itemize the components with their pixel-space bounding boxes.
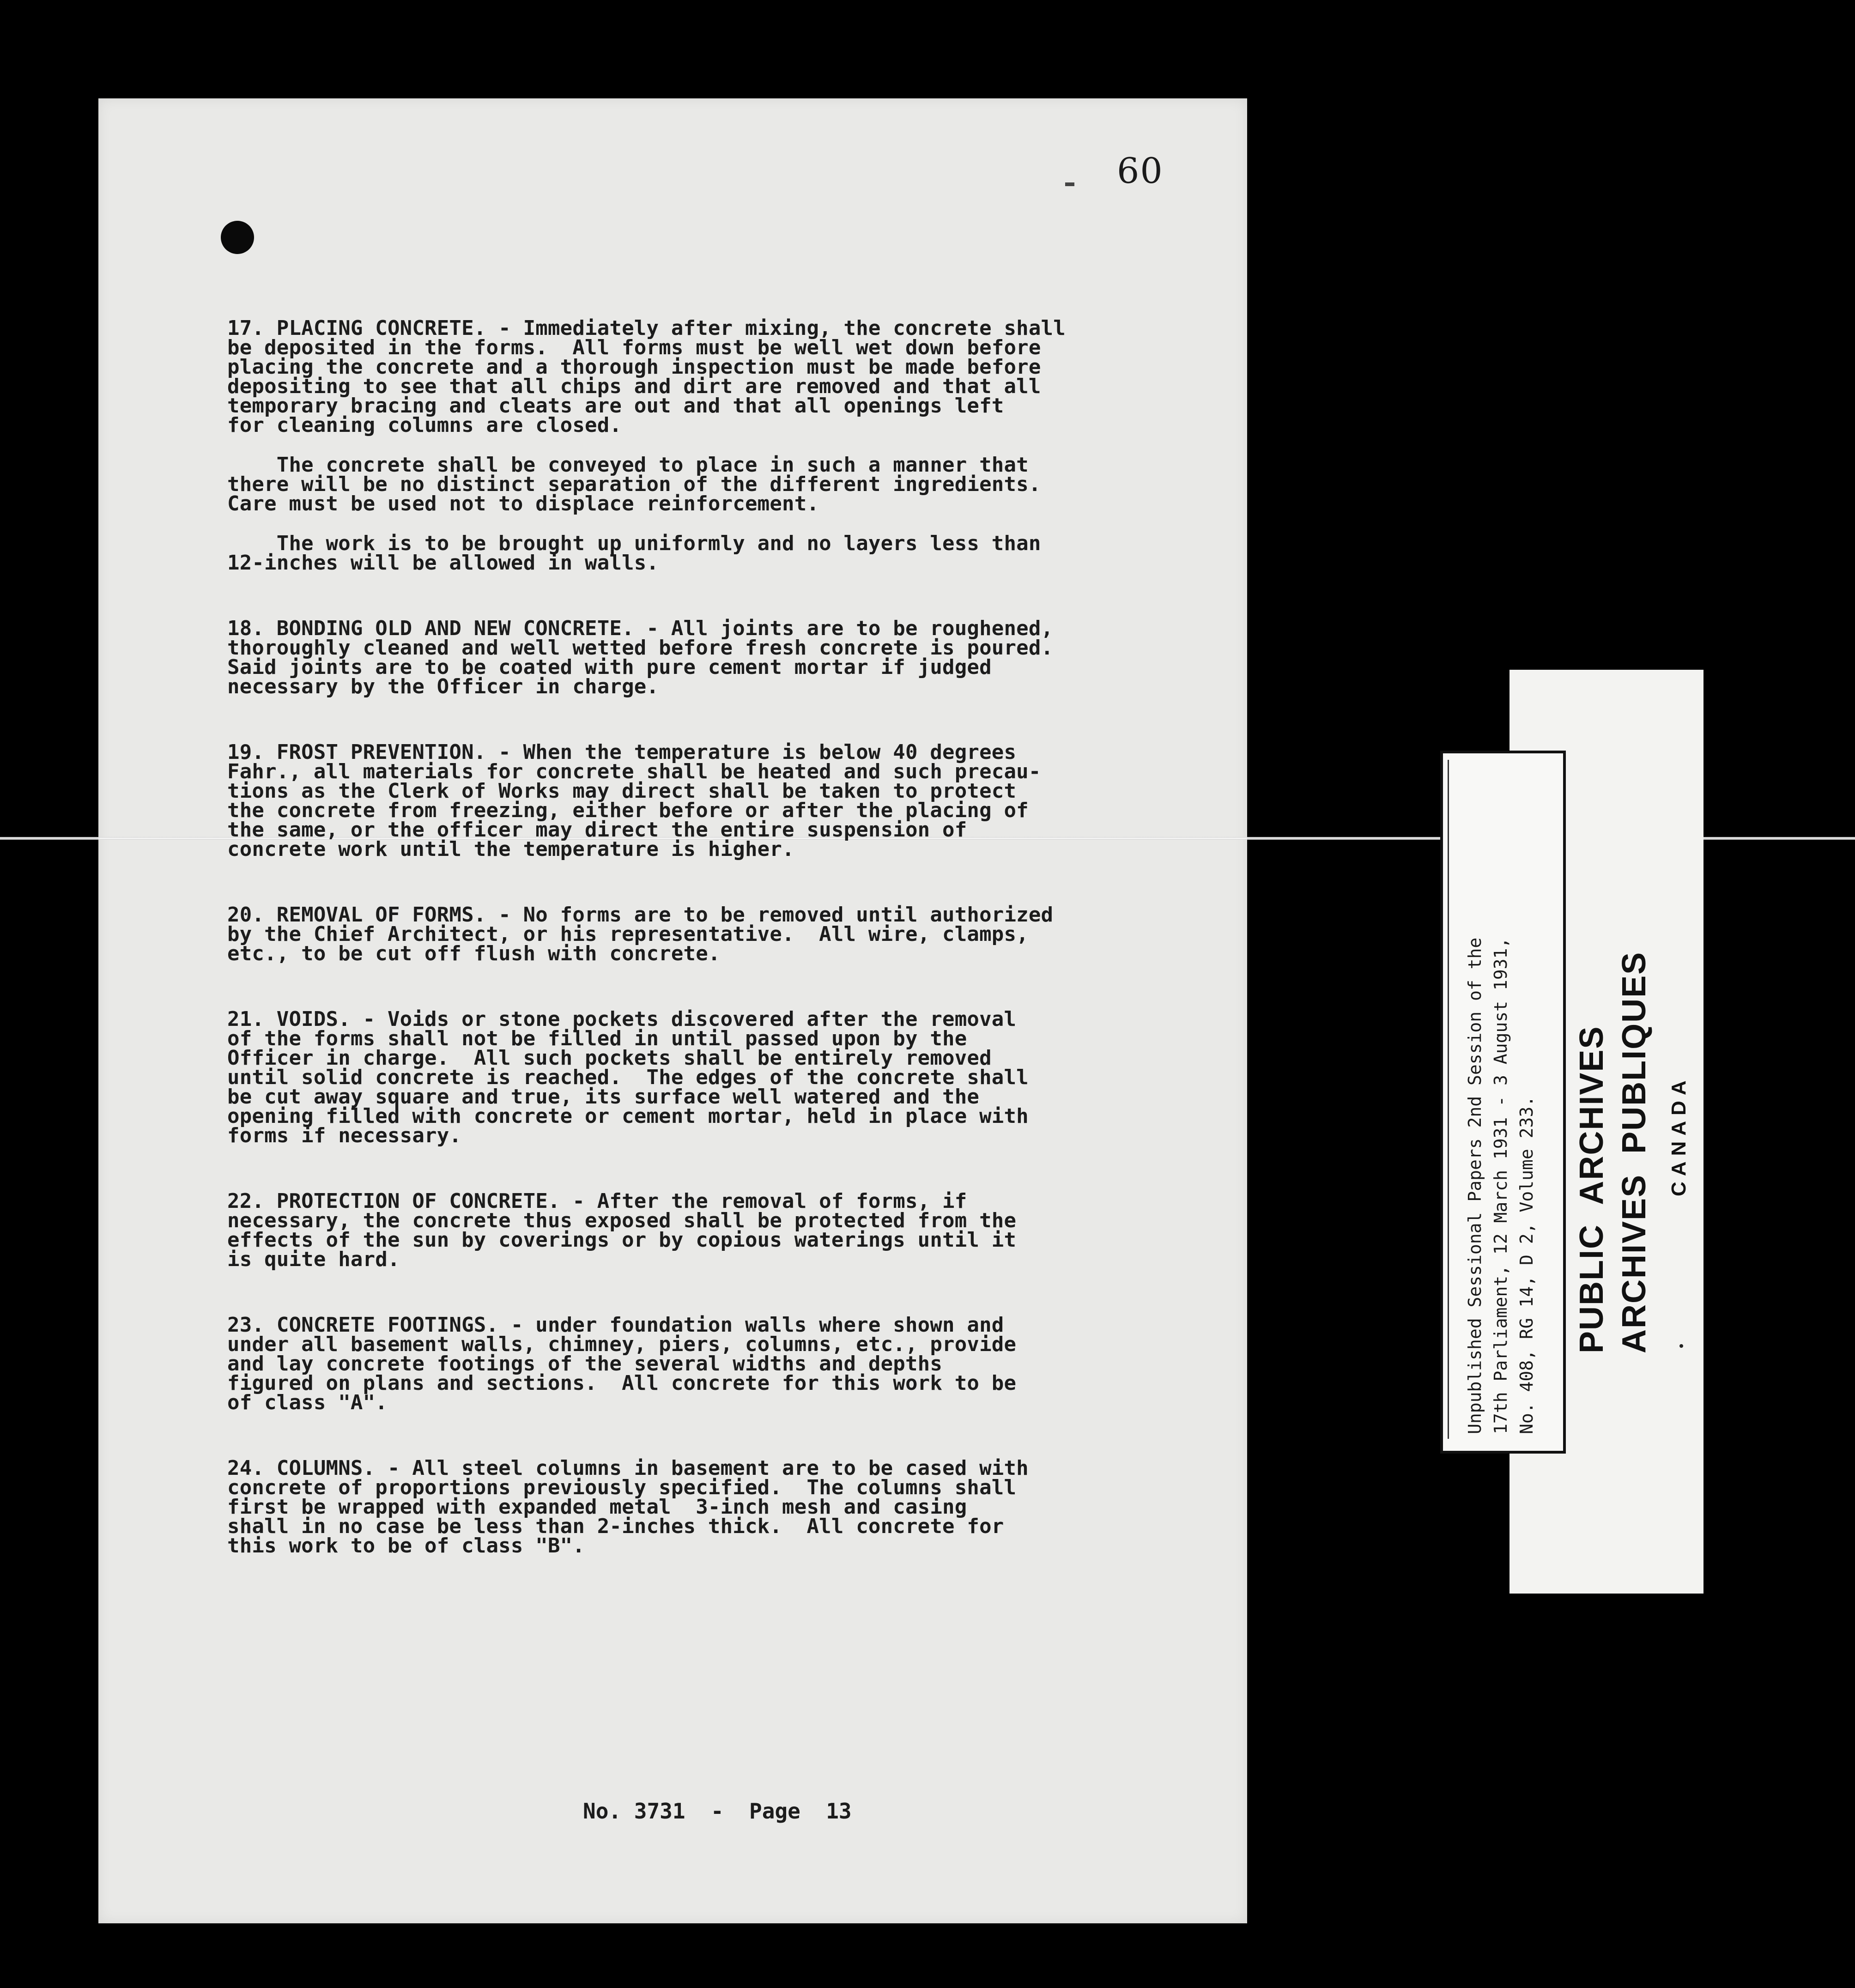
archives-english: PUBLIC ARCHIVES (1573, 1025, 1610, 1353)
page-footer: No. 3731 - Page 13 (583, 1799, 852, 1824)
paragraph-conveying-concrete: The concrete shall be conveyed to place in such a manner that there will be no distinct separation of the different ingredients. Care must be used not to displace reinforcement. (227, 453, 1041, 515)
paragraph-18-bonding: 18. BONDING OLD AND NEW CONCRETE. - All joints are to be roughened, thoroughly cleaned and well wetted before fresh concrete is poured. Said joints are to be coated with pure cement mortar if judged necessary by the Officer in charge. (227, 617, 1054, 698)
archives-country: CANADA (1667, 1075, 1690, 1196)
archives-french: ARCHIVES PUBLIQUES (1616, 951, 1653, 1353)
paragraph-20-removal-of-forms: 20. REMOVAL OF FORMS. - No forms are to be removed until authorized by the Chief Architect, or his representative. All wire, clamps, etc., to be cut off flush with concrete. (227, 903, 1054, 965)
label-dot (1679, 1344, 1683, 1348)
paragraph-21-voids: 21. VOIDS. - Voids or stone pockets discovered after the removal of the forms shall not be filled in until passed upon by the Officer in charge. All such pockets shall be entirely removed until solid concrete is reached. The edges of the concrete shall be cut away square and true, its surface well watered and the opening filled with concrete or cement mortar, held in place with forms if necessary. (227, 1007, 1029, 1147)
paragraph-24-columns: 24. COLUMNS. - All steel columns in basement are to be cased with concrete of proportions previously specified. The columns shall first be wrapped with expanded metal 3-inch mesh and casing shall in no case be less than 2-inches thick. All concrete for this work to be of class "B". (227, 1456, 1029, 1558)
paragraph-22-protection: 22. PROTECTION OF CONCRETE. - After the removal of forms, if necessary, the concrete thus exposed shall be protected from the effects of the sun by coverings or by copious waterings until it is quite hard. (227, 1189, 1017, 1271)
page-number-mark (1065, 182, 1074, 186)
document-body (227, 316, 1179, 1558)
archive-citation: Unpublished Sessional Papers 2nd Session of the 17th Parliament, 12 March 1931 - 3 August 1931, No. 408, RG 14, D 2, Volume 233. (1465, 937, 1537, 1434)
paragraph-23-footings: 23. CONCRETE FOOTINGS. - under foundation walls where shown and under all basement walls, chimney, piers, columns, etc., provide and lay concrete footings of the several widths and depths figured on plans and sections. All concrete for this work to be of class "A". (227, 1313, 1017, 1414)
paragraph-19-frost-prevention: 19. FROST PREVENTION. - When the temperature is below 40 degrees Fahr., all materials for concrete shall be heated and such precau- tions as the Clerk of Works may direct shall be taken to protect the concrete from freezing, either before or after the placing of the same, or the officer may direct the entire suspension of concrete work until the temperature is higher. (227, 740, 1041, 861)
archives-stamp (1570, 952, 1655, 1353)
paragraph-17-placing-concrete: 17. PLACING CONCRETE. - Immediately after mixing, the concrete shall be deposited in the forms. All forms must be well wet down before placing the concrete and a thorough inspection must be made before depositing to see that all chips and dirt are removed and that all temporary bracing and cleats are out and that all openings left for cleaning columns are closed. (227, 316, 1066, 437)
punch-hole (221, 221, 254, 254)
page-number: 60 (1117, 150, 1164, 191)
paragraph-uniform-layers: The work is to be brought up uniformly and no layers less than 12-inches will be allowed in walls. (227, 532, 1041, 575)
